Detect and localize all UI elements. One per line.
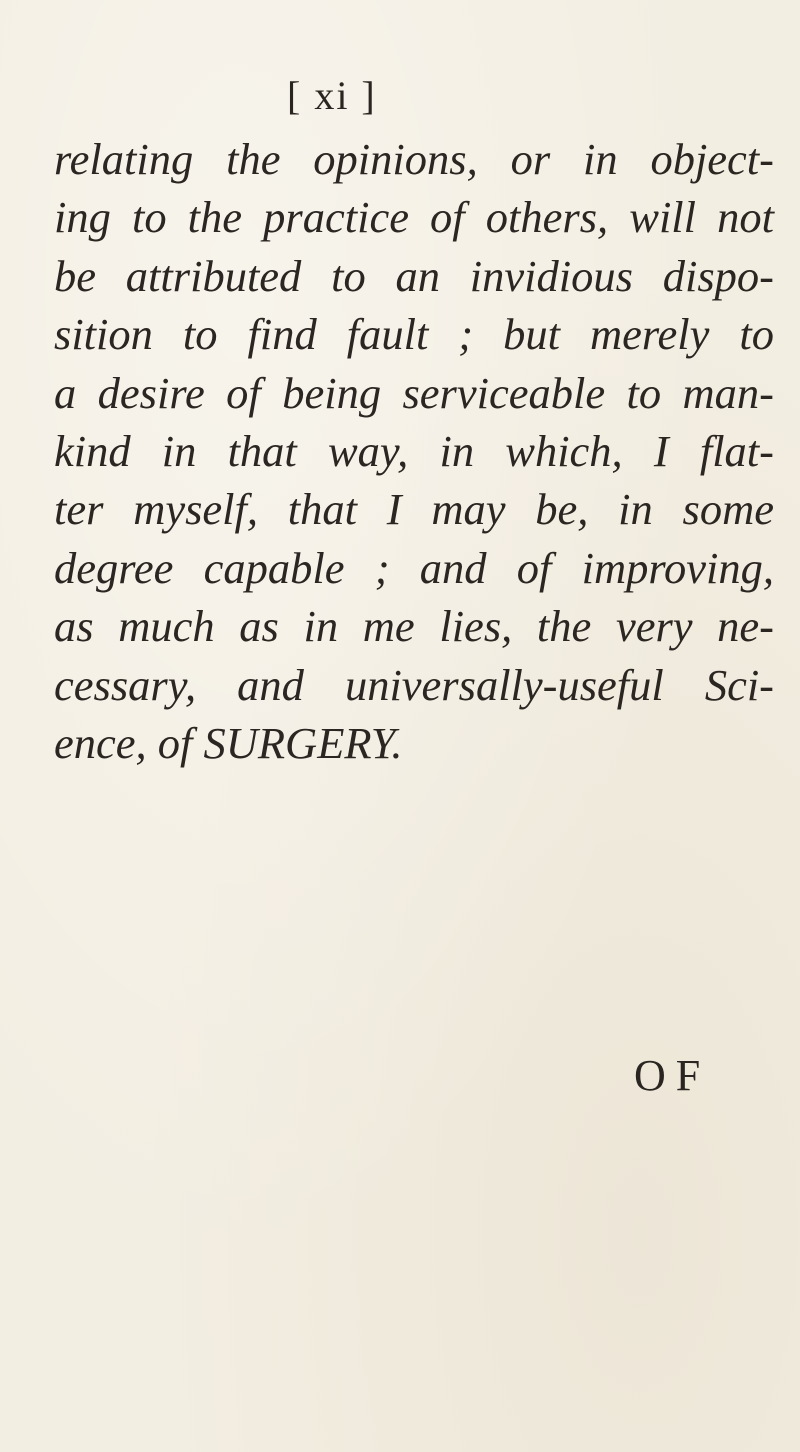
- text-line: cessary, and universally-useful Sci-: [54, 659, 774, 710]
- text-line: kind in that way, in which, I flat-: [54, 426, 774, 477]
- text-line: be attributed to an invidious dispo-: [54, 250, 774, 301]
- text-line: sition to find fault ; but merely to: [54, 309, 774, 360]
- body-paragraph: [54, 130, 774, 772]
- text-line: ence, of SURGERY.: [54, 718, 403, 769]
- text-line: relating the opinions, or in object-: [54, 134, 774, 184]
- text-line: a desire of being serviceable to man-: [54, 367, 774, 418]
- text-line: ter myself, that I may be, in some: [54, 484, 774, 535]
- page-number: [ xi ]: [287, 73, 377, 118]
- catchword: OF: [634, 1051, 711, 1100]
- text-line: ing to the practice of others, will not: [54, 192, 774, 243]
- text-line: as much as in me lies, the very ne-: [54, 601, 774, 652]
- text-line: degree capable ; and of improving,: [54, 542, 774, 593]
